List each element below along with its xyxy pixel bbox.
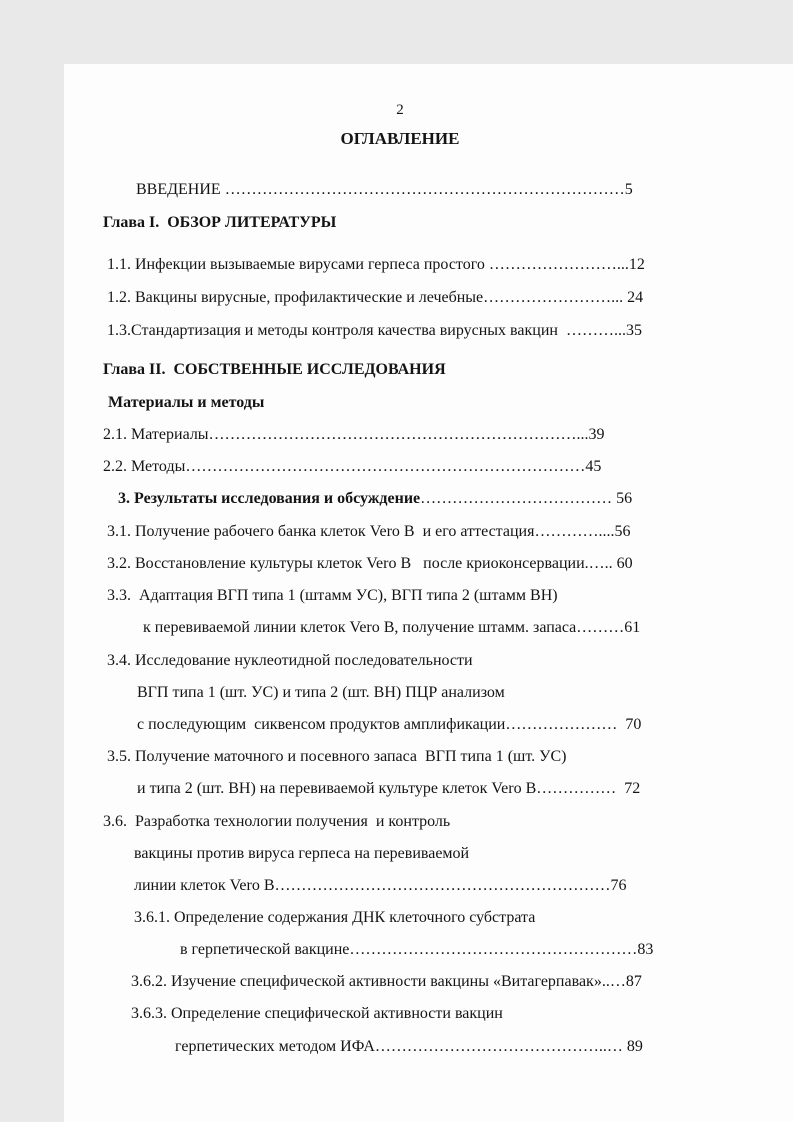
toc-entry-3-3-line2: к перевиваемой линии клеток Vero B, получение штамм. запаса………61 bbox=[143, 619, 641, 636]
toc-entry-3-1: 3.1. Получение рабочего банка клеток Vero B и его аттестация…………....56 bbox=[107, 523, 631, 540]
section-3-page: ……………………………… 56 bbox=[420, 490, 633, 507]
page-number: 2 bbox=[396, 102, 404, 118]
chapter-2-heading: Глава II. СОБСТВЕННЫЕ ИССЛЕДОВАНИЯ bbox=[103, 361, 446, 378]
section-3-heading: 3. Результаты исследования и обсуждение bbox=[118, 490, 421, 507]
toc-entry-3-5-line2: и типа 2 (шт. ВН) на перевиваемой культуре клеток Vero B…………… 72 bbox=[137, 780, 641, 797]
toc-entry-3-6-line3: линии клеток Vero B………………………………………………………76 bbox=[134, 877, 627, 894]
toc-entry-3-6-line2: вакцины против вируса герпеса на перевиваемой bbox=[134, 845, 470, 862]
toc-entry-3-6-line1: 3.6. Разработка технологии получения и контроль bbox=[103, 813, 451, 830]
toc-entry-3-4-line1: 3.4. Исследование нуклеотидной последовательности bbox=[107, 652, 473, 669]
toc-entry-1-1: 1.1. Инфекции вызываемые вирусами герпеса простого ……………………...12 bbox=[107, 256, 645, 273]
chapter-1-heading: Глава I. ОБЗОР ЛИТЕРАТУРЫ bbox=[103, 214, 337, 231]
toc-entry-2-1: 2.1. Материалы……………………………………………………………...39 bbox=[103, 426, 605, 443]
materials-methods-heading: Материалы и методы bbox=[108, 394, 265, 411]
toc-entry-3 bbox=[118, 489, 632, 509]
toc-entry-introduction: ВВЕДЕНИЕ …………………………………………………………………5 bbox=[136, 181, 633, 198]
toc-entry-3-4-line2: ВГП типа 1 (шт. УС) и типа 2 (шт. ВН) ПЦР анализом bbox=[137, 684, 505, 701]
toc-entry-3-2: 3.2. Восстановление культуры клеток Vero B после криоконсервации.….. 60 bbox=[107, 555, 633, 572]
toc-title: ОГЛАВЛЕНИЕ bbox=[340, 129, 460, 148]
toc-entry-1-2: 1.2. Вакцины вирусные, профилактические и лечебные……………………... 24 bbox=[107, 289, 644, 306]
toc-entry-3-6-3-line1: 3.6.3. Определение специфической активности вакцин bbox=[131, 1005, 503, 1022]
toc-entry-3-3-line1: 3.3. Адаптация ВГП типа 1 (штамм УС), ВГП типа 2 (штамм ВН) bbox=[107, 587, 558, 604]
toc-entry-3-6-2: 3.6.2. Изучение специфической активности вакцины «Витагерпавак»..…87 bbox=[131, 973, 642, 990]
toc-entry-3-6-3-line2: герпетических методом ИФА……………………………………..… 89 bbox=[175, 1038, 643, 1055]
toc-entry-2-2: 2.2. Методы…………………………………………………………………45 bbox=[103, 458, 602, 475]
toc-entry-3-6-1-line1: 3.6.1. Определение содержания ДНК клеточного субстрата bbox=[134, 909, 536, 926]
toc-entry-3-6-1-line2: в герпетической вакцине………………………………………………83 bbox=[180, 941, 654, 958]
toc-entry-3-5-line1: 3.5. Получение маточного и посевного запаса ВГП типа 1 (шт. УС) bbox=[107, 748, 567, 765]
toc-entry-1-3: 1.3.Стандартизация и методы контроля качества вирусных вакцин ………...35 bbox=[107, 322, 642, 339]
toc-entry-3-4-line3: с последующим сиквенсом продуктов амплификации………………… 70 bbox=[137, 716, 642, 733]
